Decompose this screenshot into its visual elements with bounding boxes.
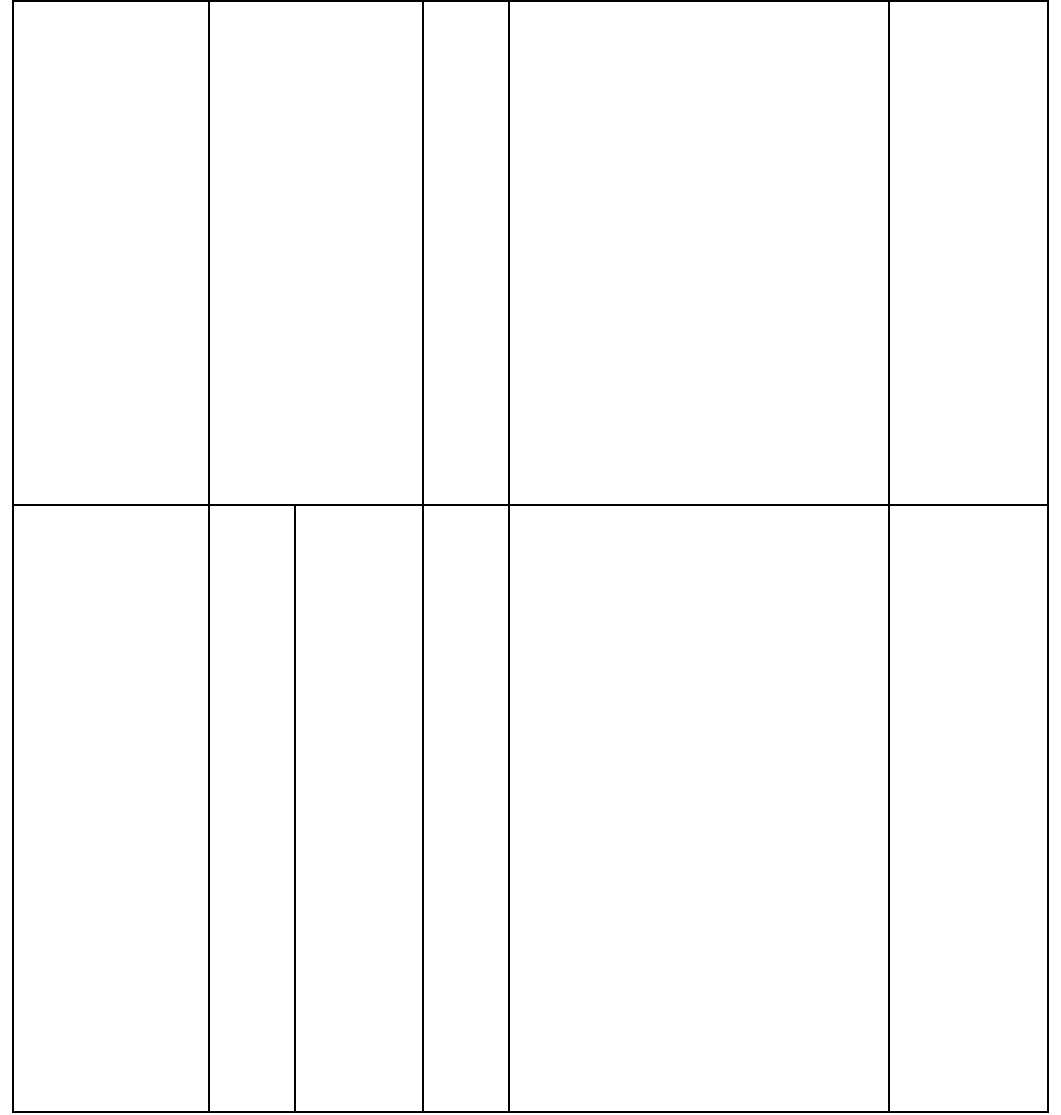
header-address <box>509 1 889 505</box>
subheader-blank <box>13 505 209 1112</box>
subheader-row <box>13 505 1048 1112</box>
header-phone <box>889 1 1048 505</box>
header-unit <box>13 1 209 505</box>
subheader-blank <box>889 505 1048 1112</box>
subheader-blank <box>509 505 889 1112</box>
subheader-blank <box>423 505 509 1112</box>
header-positions <box>209 1 423 505</box>
subheader-firefighter <box>209 505 295 1112</box>
header-contact <box>423 1 509 505</box>
header-row <box>13 1 1048 505</box>
subheader-driver <box>295 505 423 1112</box>
recruitment-table <box>12 0 1049 1113</box>
